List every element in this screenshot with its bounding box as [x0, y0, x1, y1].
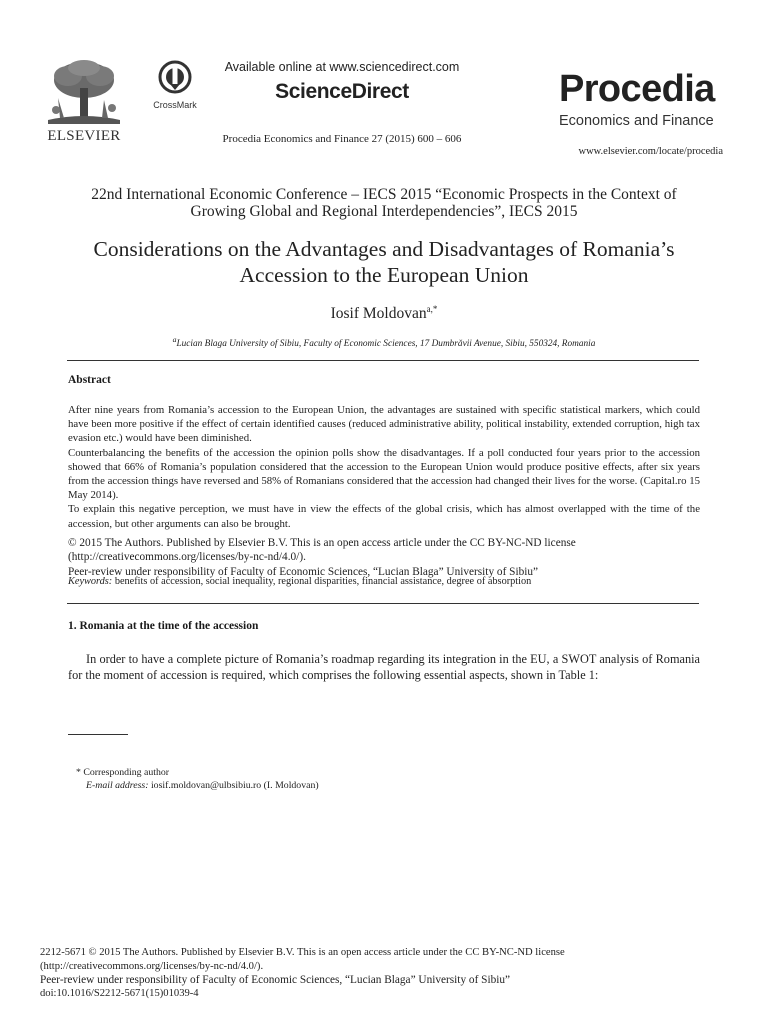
email-address[interactable]: iosif.moldovan@ulbsibiu.ro (I. Moldovan) [150, 780, 319, 791]
conference-line-2: Growing Global and Regional Interdependencies”, IECS 2015 [190, 203, 578, 220]
abstract-body [68, 403, 700, 531]
paper-title-line-2: Accession to the European Union [239, 263, 529, 287]
crossmark-badge[interactable] [148, 60, 202, 110]
divider-top [67, 360, 699, 361]
corresponding-author: * Corresponding author [76, 767, 170, 778]
journal-reference: Procedia Economics and Finance 27 (2015) 600 – 606 [222, 133, 462, 145]
procedia-logo [559, 62, 725, 148]
email-line [86, 780, 319, 791]
paper-title [40, 236, 728, 288]
conference-line-1: 22nd International Economic Conference – IECS 2015 “Economic Prospects in the Context of [91, 186, 677, 203]
email-label: E-mail address: [86, 780, 149, 791]
page-footer [40, 946, 730, 1001]
footer-license-line: 2212-5671 © 2015 The Authors. Published by Elsevier B.V. This is an open access article under the CC BY-NC-ND license [40, 947, 565, 958]
crossmark-icon [158, 60, 192, 94]
footer-license-link[interactable]: (http://creativecommons.org/licenses/by-nc-nd/4.0/). [40, 960, 264, 972]
affiliation [60, 335, 708, 349]
available-online: Available online at www.sciencedirect.com [224, 60, 460, 74]
keywords-text: benefits of accession, social inequality, regional disparities, financial assistance, degree of absorption [114, 576, 532, 587]
conference-line [60, 186, 708, 220]
footer-doi[interactable]: doi:10.1016/S2212-5671(15)01039-4 [40, 988, 199, 1000]
procedia-url[interactable]: www.elsevier.com/locate/procedia [578, 146, 723, 157]
license-line-1: © 2015 The Authors. Published by Elsevier B.V. This is an open access article under the CC BY-NC-ND license [68, 537, 576, 549]
paper-title-line-1: Considerations on the Advantages and Disadvantages of Romania’s [93, 237, 675, 261]
peer-review-line: Peer-review under responsibility of Faculty of Economic Sciences, “Lucian Blaga” University of Sibiu” [68, 565, 539, 578]
section-1-body: In order to have a complete picture of Romania’s roadmap regarding its integration in the EU, a SWOT analysis of Romania for the moment of accession is required, which comprises the following essential aspects, shown in Table 1: [68, 652, 700, 682]
author-name: Iosif Moldovan [330, 305, 427, 323]
footnote-rule [68, 734, 128, 735]
procedia-title: Procedia [559, 68, 715, 110]
author [200, 304, 568, 323]
abstract-paragraph-3: To explain this negative perception, we must have in view the effects of the global crisis, which has almost overlapped with the time of the accession, but other arguments can also be brought. [68, 503, 700, 530]
author-superscript: a,* [426, 304, 438, 314]
keywords-label: Keywords: [68, 576, 113, 587]
abstract-heading: Abstract [68, 374, 111, 386]
keywords [68, 576, 700, 587]
affiliation-text: Lucian Blaga University of Sibiu, Faculty of Economic Sciences, 17 Dumbrăvii Avenue, Sibiu, 550324, Romania [176, 339, 596, 350]
abstract-paragraph-2: Counterbalancing the benefits of the accession the opinion polls show the disadvantages. If a poll conducted four years prior to the accession showed that 66% of Romania’s population considered that the accession to the European Union would produce positive effects, after six years from the accession things have reversed and 58% of Romanians considered that the accession had changed their lives for the worse. (Capital.ro 15 May 2014). [68, 446, 701, 502]
procedia-subtitle: Economics and Finance [559, 113, 714, 129]
publisher-name: ELSEVIER [47, 128, 121, 144]
elsevier-logo [38, 58, 130, 148]
license-link[interactable]: (http://creativecommons.org/licenses/by-nc-nd/4.0/). [68, 551, 306, 564]
section-1-heading: 1. Romania at the time of the accession [68, 620, 259, 632]
footer-peer-review: Peer-review under responsibility of Faculty of Economic Sciences, “Lucian Blaga” University of Sibiu” [40, 973, 511, 986]
crossmark-label: CrossMark [153, 100, 197, 110]
abstract-paragraph-1: After nine years from Romania’s accession to the European Union, the advantages are sustained with specific statistical markers, which could have been more positive if the effect of certain identified causes (reduced administrative ability, political instability, extended corruption, high tax evasion etc.) would have been diminished. [68, 404, 700, 445]
elsevier-tree-icon [38, 58, 130, 128]
divider-bottom [67, 603, 699, 604]
affiliation-superscript: a [172, 335, 177, 344]
sciencedirect-logo[interactable]: ScienceDirect [275, 80, 409, 103]
license-block [68, 536, 700, 579]
